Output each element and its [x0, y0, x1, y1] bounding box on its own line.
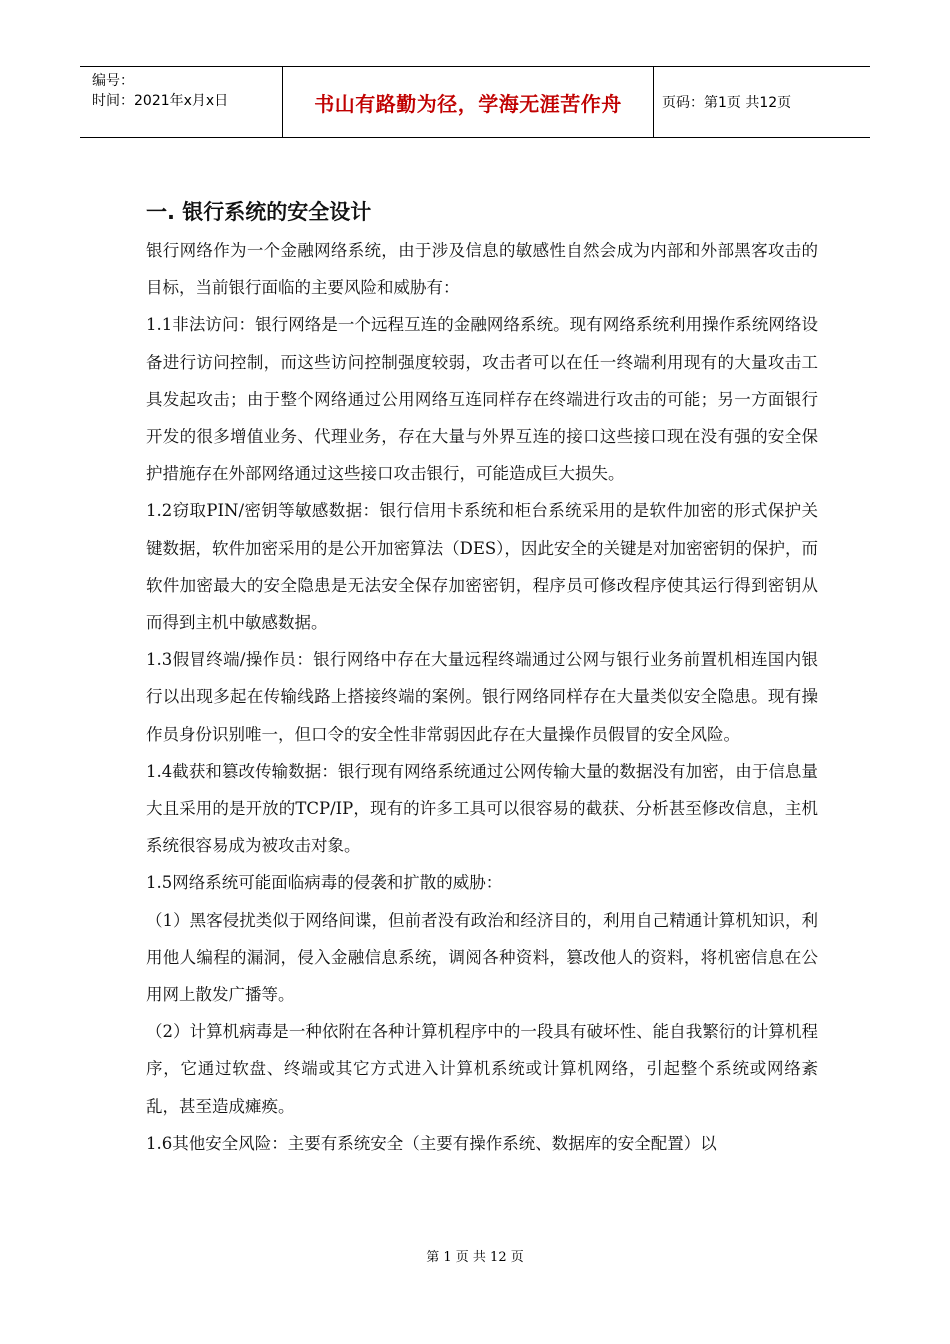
document-body: [146, 196, 818, 1162]
header-page-cell: [654, 67, 870, 137]
header-motto-cell: [282, 67, 654, 137]
paragraph: 银行网络作为一个金融网络系统，由于涉及信息的敏感性自然会成为内部和外部黑客攻击的目标，当前银行面临的主要风险和威胁有：: [146, 241, 818, 298]
paragraph: 1.2窃取PIN/密钥等敏感数据：银行信用卡系统和柜台系统采用的是软件加密的形式保护关键数据，软件加密采用的是公开加密算法（DES），因此安全的关键是对加密密钥的保护，而软件加密最大的安全隐患是无法安全保存加密密钥，程序员可修改程序使其运行得到密钥从而得到主机中敏感数据。: [146, 501, 818, 633]
page-header: [80, 66, 870, 138]
paragraph: （1）黑客侵扰类似于网络间谍，但前者没有政治和经济目的，利用自己精通计算机知识，利用他人编程的漏洞，侵入金融信息系统，调阅各种资料，篡改他人的资料，将机密信息在公用网上散发广播等。: [146, 910, 818, 1005]
document-time-label: 时间：2021年x月x日: [92, 93, 229, 109]
document-number-label: 编号：: [92, 73, 134, 89]
header-page-label: 页码：第1页 共12页: [662, 95, 792, 111]
header-meta: [80, 67, 282, 137]
paragraph: （2）计算机病毒是一种依附在各种计算机程序中的一段具有破坏性、能自我繁衍的计算机程序，它通过软盘、终端或其它方式进入计算机系统或计算机网络，引起整个系统或网络紊乱，甚至造成瘫痪。: [146, 1022, 818, 1116]
paragraph: 1.5网络系统可能面临病毒的侵袭和扩散的威胁：: [146, 873, 503, 893]
paragraph: 1.6其他安全风险：主要有系统安全（主要有操作系统、数据库的安全配置）以: [146, 1133, 717, 1153]
paragraph: 1.3假冒终端/操作员：银行网络中存在大量远程终端通过公网与银行业务前置机相连国内银行以出现多起在传输线路上搭接终端的案例。银行网络同样存在大量类似安全隐患。现有操作员身份识别唯一，但口令的安全性非常弱因此存在大量操作员假冒的安全风险。: [146, 650, 818, 744]
paragraph: 1.4截获和篡改传输数据：银行现有网络系统通过公网传输大量的数据没有加密，由于信息量大且采用的是开放的TCP/IP，现有的许多工具可以很容易的截获、分析甚至修改信息，主机系统很容易成为被攻击对象。: [146, 761, 818, 856]
header-motto: 书山有路勤为径，学海无涯苦作舟: [314, 91, 622, 116]
section-heading: 一. 银行系统的安全设计: [146, 200, 372, 224]
page-footer: 第 1 页 共 12 页: [426, 1250, 524, 1265]
paragraph: 1.1非法访问：银行网络是一个远程互连的金融网络系统。现有网络系统利用操作系统网络设备进行访问控制，而这些访问控制强度较弱，攻击者可以在任一终端利用现有的大量攻击工具发起攻击；由于整个网络通过公用网络互连同样存在终端进行攻击的可能；另一方面银行开发的很多增值业务、代理业务，存在大量与外界互连的接口这些接口现在没有强的安全保护措施存在外部网络通过这些接口攻击银行，可能造成巨大损失。: [146, 315, 818, 484]
